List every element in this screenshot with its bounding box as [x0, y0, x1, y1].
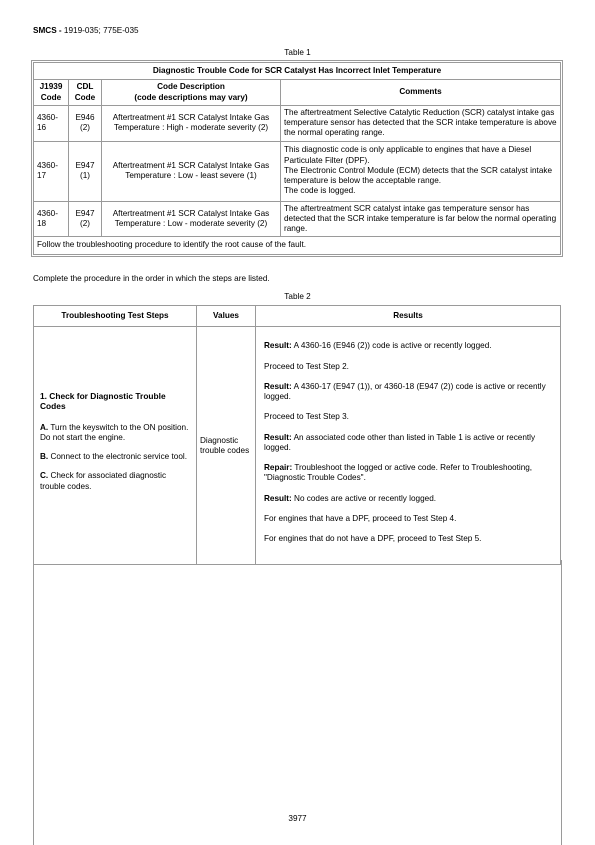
- result-line: [264, 362, 552, 372]
- code-description: Aftertreatment #1 SCR Catalyst Intake Gas Temperature : High - moderate severity (2): [102, 105, 281, 141]
- cdl-code: E947 (1): [69, 141, 102, 201]
- results-cell: [256, 327, 561, 565]
- table-continuation-frame: [33, 560, 562, 845]
- col-comments: Comments: [281, 80, 561, 106]
- result-text: A 4360-17 (E947 (1)), or 4360-18 (E947 (2)) code is active or recently logged.: [264, 381, 546, 401]
- result-label: Result:: [264, 341, 292, 351]
- cdl-code: E946 (2): [69, 105, 102, 141]
- comments: The aftertreatment Selective Catalytic Reduction (SCR) catalyst intake gas temperature sensor has detected that the SCR intake temperature is above the normal operating range.: [281, 105, 561, 141]
- comments: The aftertreatment SCR catalyst intake gas temperature sensor has detected that the SCR intake temperature is far below the normal operating range.: [281, 201, 561, 237]
- result-label: Result:: [264, 432, 292, 442]
- repair-label: Repair:: [264, 463, 293, 472]
- result-label: Result:: [264, 381, 292, 391]
- result-line: [264, 514, 552, 524]
- dtc-table: [33, 62, 561, 255]
- step-item-text: Turn the keyswitch to the ON position. Do not start the engine.: [40, 422, 189, 442]
- step-item-label: A.: [40, 422, 49, 432]
- step-item-label: C.: [40, 471, 49, 481]
- page-number: 3977: [288, 814, 307, 823]
- step-item: [40, 452, 190, 462]
- step-item-text: Check for associated diagnostic trouble codes.: [40, 471, 167, 491]
- table1-caption: Table 1: [284, 48, 311, 57]
- result-label: Result:: [264, 493, 292, 503]
- repair-line: [264, 463, 552, 484]
- result-text: Proceed to Test Step 3.: [264, 412, 349, 422]
- step-item: [40, 471, 190, 492]
- col-results: Results: [256, 306, 561, 327]
- j1939-code: 4360-16: [34, 105, 69, 141]
- table2-caption: Table 2: [284, 292, 311, 301]
- result-line: [264, 494, 552, 504]
- comment-line: The code is logged.: [284, 186, 356, 196]
- repair-text: Troubleshoot the logged or active code. Refer to Troubleshooting, "Diagnostic Trouble Codes".: [264, 463, 533, 483]
- table-row: [34, 141, 561, 201]
- dtc-table-title: Diagnostic Trouble Code for SCR Catalyst Has Incorrect Inlet Temperature: [34, 63, 561, 80]
- step-item-label: B.: [40, 452, 49, 462]
- result-text: For engines that do not have a DPF, proceed to Test Step 5.: [264, 534, 482, 543]
- code-description: Aftertreatment #1 SCR Catalyst Intake Gas Temperature : Low - least severe (1): [102, 141, 281, 201]
- step-title: 1. Check for Diagnostic Trouble Codes: [40, 390, 166, 412]
- col-values: Values: [197, 306, 256, 327]
- result-line: [264, 382, 552, 403]
- result-line: [264, 412, 552, 422]
- result-text: No codes are active or recently logged.: [291, 493, 437, 503]
- j1939-code: 4360-18: [34, 201, 69, 237]
- test-step-cell: [34, 327, 197, 565]
- col-j1939: J1939 Code: [34, 80, 69, 106]
- col-code-description: Code Description (code descriptions may vary): [102, 80, 281, 106]
- comment-line: This diagnostic code is only applicable to engines that have a Diesel Particulate Filter (DPF).: [284, 145, 532, 165]
- step-item-text: Connect to the electronic service tool.: [48, 452, 187, 462]
- result-line: [264, 534, 552, 544]
- comment-line: The Electronic Control Module (ECM) detects that the SCR catalyst intake temperature is below the acceptable range.: [284, 165, 553, 186]
- step-item: [40, 423, 190, 444]
- values-cell: Diagnostic trouble codes: [197, 327, 256, 565]
- smcs-header: [33, 26, 139, 36]
- cdl-code: E947 (2): [69, 201, 102, 237]
- dtc-table-footer: Follow the troubleshooting procedure to identify the root cause of the fault.: [34, 237, 561, 254]
- col-cdl: CDL Code: [69, 80, 102, 106]
- smcs-label: SMCS -: [33, 26, 62, 35]
- comments: [281, 141, 561, 201]
- result-line: [264, 341, 552, 351]
- code-description: Aftertreatment #1 SCR Catalyst Intake Gas Temperature : Low - moderate severity (2): [102, 201, 281, 237]
- table-row: [34, 327, 561, 565]
- test-steps-table: [33, 305, 561, 565]
- result-line: [264, 433, 552, 454]
- col-test-steps: Troubleshooting Test Steps: [34, 306, 197, 327]
- result-text: Proceed to Test Step 2.: [264, 361, 349, 371]
- result-text: An associated code other than listed in Table 1 is active or recently logged.: [264, 432, 536, 452]
- table-row: [34, 201, 561, 237]
- smcs-codes: 1919-035; 775E-035: [61, 26, 139, 35]
- j1939-code: 4360-17: [34, 141, 69, 201]
- result-text: A 4360-16 (E946 (2)) code is active or recently logged.: [291, 341, 492, 351]
- procedure-intro: Complete the procedure in the order in which the steps are listed.: [33, 274, 270, 283]
- table-row: [34, 105, 561, 141]
- result-text: For engines that have a DPF, proceed to Test Step 4.: [264, 513, 457, 523]
